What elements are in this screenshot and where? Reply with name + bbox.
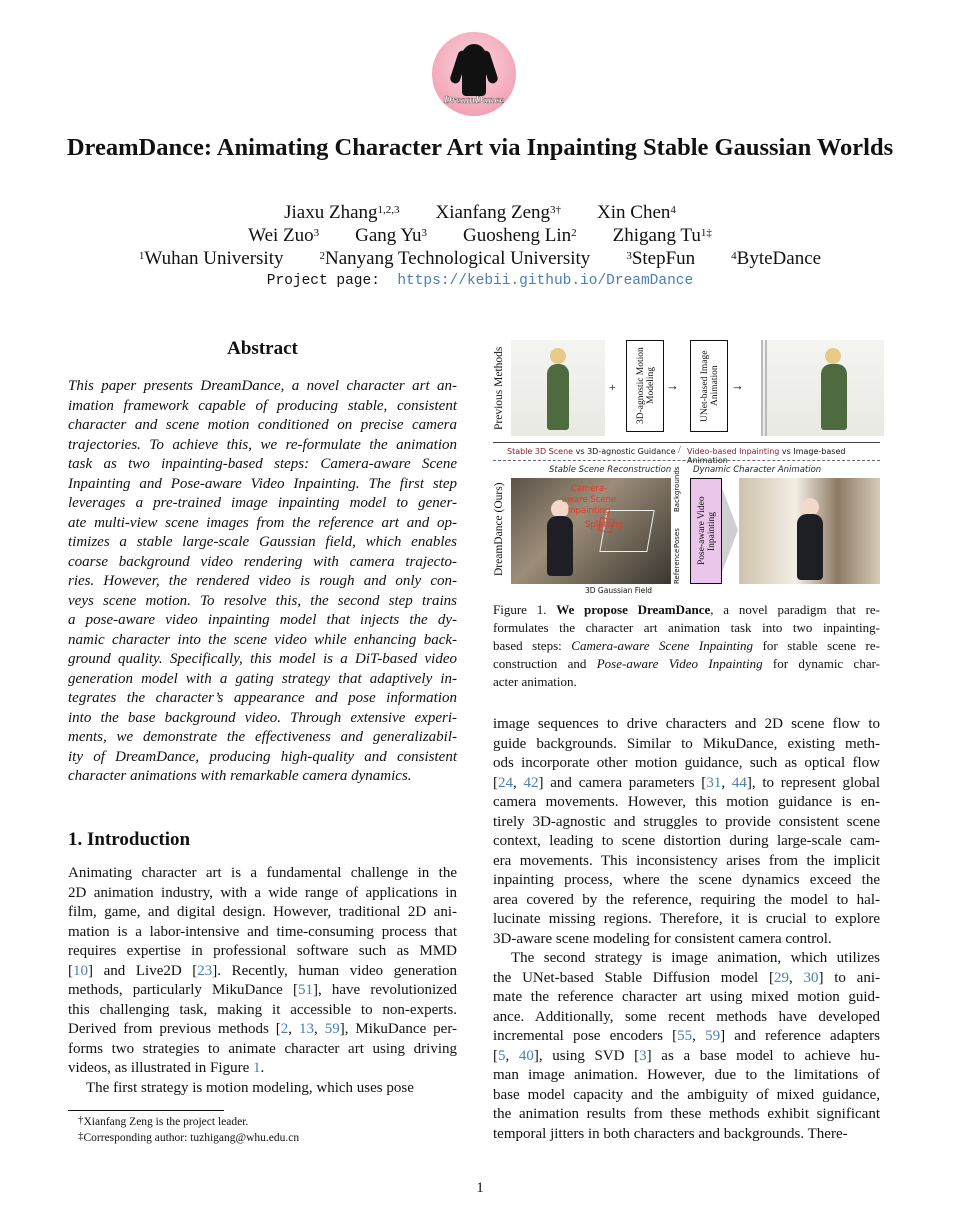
author-name: Xianfang Zeng — [435, 202, 551, 223]
project-link[interactable]: https://kebii.github.io/DreamDance — [397, 273, 694, 289]
abstract-body — [68, 377, 457, 787]
text-run: mation is a labor-intensive and time-consuming process that — [68, 923, 457, 940]
page-number: 1 — [476, 1180, 484, 1196]
caption-run: We propose DreamDance — [556, 602, 711, 617]
text-run: ], using SVD [ — [533, 1047, 640, 1064]
caption-line — [493, 601, 880, 619]
row-label-previous: Previous Methods — [493, 346, 505, 430]
abstract-line: imation framework capable of producing stable, consistent — [68, 397, 457, 414]
abstract-line: ground quality. Specifically, this model is a DiT-based video — [68, 651, 457, 667]
affiliation — [139, 248, 284, 269]
citation-link[interactable]: 24 — [498, 774, 513, 791]
text-run: mate the reference character art using mixed motion guid- — [493, 989, 880, 1005]
text-line — [68, 923, 457, 943]
footnote-1 — [78, 1114, 458, 1130]
caption-run: Figure 1. — [493, 602, 547, 617]
text-run: ], have revolutionized — [312, 982, 457, 998]
abstract-line: character and scene motion conditioned on precise camera — [68, 417, 457, 433]
text-run: forms two strategies to animate character art using driving — [68, 1040, 457, 1057]
text-run: 2D animation industry, with a wide range of applications in — [68, 884, 457, 901]
abstract-line: ments, we demonstrate the effectiveness and generalizabil- — [68, 729, 457, 745]
citation-link[interactable]: 55 — [677, 1028, 693, 1044]
text-run: the animation results from these methods exhibit significant — [493, 1106, 880, 1122]
text-run: , — [314, 1021, 325, 1037]
author-name: Zhigang Tu — [612, 225, 701, 246]
text-line — [493, 871, 880, 891]
abstract-line: character animations with remarkable camera dynamics. — [68, 768, 412, 784]
text-run: camera movements. However, this motion guidance is en- — [493, 794, 880, 810]
citation-link[interactable]: 13 — [299, 1021, 314, 1037]
camera-scene-inpainting-label: Camera-aware Scene Inpainting — [561, 484, 617, 516]
text-run: era movements. This inconsistency arises from the implicit — [493, 852, 880, 869]
band-left — [507, 447, 676, 456]
text-run: , — [692, 1028, 706, 1044]
text-run: 3D-aware scene modeling for consistent camera control. — [493, 930, 832, 947]
affiliation-name: StepFun — [631, 248, 696, 269]
caption-run: for stable scene re- — [753, 638, 880, 653]
motion-modeling-box — [626, 340, 664, 432]
citation-link[interactable]: 5 — [498, 1047, 506, 1064]
side-label-backgrounds: Backgrounds — [673, 466, 681, 512]
affiliation-mark: 1 — [138, 250, 145, 262]
text-run: ] and reference adapters — [720, 1028, 881, 1044]
citation-link[interactable]: 1 — [252, 1060, 261, 1076]
section-heading-introduction: 1. Introduction — [68, 829, 191, 850]
abstract-line: a pose-aware video inpainting model that injects the dy- — [68, 612, 457, 628]
band-rule — [493, 442, 880, 443]
affiliation-name: Nanyang Technological University — [325, 248, 591, 269]
author-affil-mark: 3 — [313, 227, 320, 239]
text-line — [68, 884, 457, 904]
figure-1-caption — [493, 601, 880, 691]
caption-run: acter animation. — [493, 674, 577, 689]
citation-link[interactable]: 10 — [73, 962, 88, 979]
arrow-2: → — [731, 378, 744, 393]
paper-title: DreamDance: Animating Character Art via Inpainting Stable Gaussian Worlds — [66, 134, 894, 161]
side-label-poses: Poses — [673, 528, 681, 548]
flow-arrow — [722, 488, 738, 572]
authors-row-2 — [0, 224, 960, 247]
text-line — [493, 774, 880, 794]
text-run: , — [788, 969, 804, 986]
text-run: man image animation. However, due to the limitations of — [493, 1067, 880, 1083]
dreamdance-logo — [432, 32, 516, 116]
text-run: context, leading to scene distortion during large-scale cam- — [493, 833, 880, 849]
text-run: inpainting process, where the scene dynamics exceed the — [493, 872, 880, 888]
arrow-1: → — [666, 378, 679, 393]
abstract-line: timizes a stable large-scale Gaussian field, which enables — [68, 534, 457, 550]
text-run: Derived from previous methods [ — [68, 1021, 281, 1037]
text-run: . — [260, 1060, 265, 1076]
caption-run: based steps: — [493, 638, 572, 653]
text-line — [493, 715, 880, 735]
author-affil-mark: 1‡ — [700, 227, 712, 239]
citation-link[interactable]: 23 — [197, 962, 213, 979]
character-head — [550, 348, 566, 364]
text-run: ] to ani- — [818, 969, 881, 986]
stage-2-label: Dynamic Character Animation — [693, 465, 822, 475]
author — [248, 225, 319, 246]
text-line — [68, 1020, 457, 1040]
band-left-vs: vs — [573, 447, 588, 456]
text-run: lucinate missing regions. Therefore, it is crucial to explore — [493, 911, 880, 927]
author — [284, 202, 399, 223]
caption-run: Camera-aware Scene Inpainting — [571, 638, 754, 653]
band-rule-2 — [493, 460, 880, 461]
text-line — [68, 864, 457, 884]
text-line — [493, 754, 880, 774]
project-page — [0, 273, 960, 289]
abstract-line: This paper presents DreamDance, a novel character art an- — [68, 378, 457, 394]
right-column — [493, 715, 880, 1144]
author-name: Guosheng Lin — [462, 225, 572, 246]
gaussian-field-label: 3D Gaussian Field — [585, 586, 653, 595]
band-left-ours: Stable 3D Scene — [507, 447, 574, 456]
text-run: ance. Additionally, some recent methods have developed — [493, 1008, 880, 1025]
caption-line — [493, 637, 880, 655]
footnote-2 — [78, 1130, 458, 1146]
text-run: [ — [493, 1047, 498, 1064]
text-run: film, game, and digital design. However, traditional 2D ani- — [68, 904, 457, 920]
text-run: videos, as illustrated in Figure — [68, 1060, 253, 1076]
author-name: Gang Yu — [355, 225, 422, 246]
project-label: Project page: — [266, 273, 380, 289]
text-run: ] and camera parameters [ — [538, 774, 707, 791]
affiliation-mark: 2 — [319, 250, 325, 262]
text-run: [ — [493, 774, 498, 791]
text-run: this challenging task, making it accessible to non-experts. — [68, 1001, 457, 1018]
text-run: ] and Live2D [ — [88, 962, 198, 979]
band-right-ours: Video-based Inpainting — [687, 447, 780, 456]
text-line — [493, 988, 880, 1008]
text-line — [493, 891, 880, 911]
abstract-line: into the base background video. Through extensive experi- — [68, 709, 457, 726]
text-line — [493, 969, 880, 989]
caption-run: , a novel paradigm that re- — [710, 602, 880, 617]
author — [355, 225, 427, 246]
intro-column — [68, 864, 457, 1098]
caption-run: formulates the character art animation task into two inpainting- — [493, 620, 880, 635]
text-line — [493, 1047, 880, 1067]
text-line — [493, 949, 880, 969]
band-right-prev: Image-based Animation — [687, 447, 846, 465]
abstract-line: veys scene motion. To resolve this, the second step trains — [68, 592, 457, 609]
affiliation — [320, 248, 591, 269]
text-line — [68, 962, 457, 982]
caption-run: construction and — [493, 656, 597, 671]
text-run: [ — [68, 962, 73, 979]
caption-line — [493, 619, 880, 637]
text-line — [493, 1027, 880, 1047]
citation-link[interactable]: 30 — [803, 969, 819, 986]
abstract-line: ate multi-view scene images from the reference art and op- — [68, 514, 457, 531]
author-name: Wei Zuo — [248, 225, 314, 246]
logo-silhouette — [462, 44, 486, 96]
text-run: tirely 3D-agnostic and struggles to provide consistent scene — [493, 813, 880, 830]
abstract-line: generation model with a gating strategy that adaptively in- — [68, 670, 457, 687]
affiliations — [0, 247, 960, 270]
citation-link[interactable]: 42 — [523, 774, 539, 791]
text-line — [493, 1086, 880, 1106]
citation-link[interactable]: 59 — [324, 1021, 340, 1037]
author — [597, 202, 676, 223]
author-affil-mark: 1,2,3 — [377, 204, 400, 216]
author — [463, 225, 577, 246]
caption-run — [546, 602, 556, 617]
text-line — [493, 930, 880, 950]
text-run: area covered by the reference, requiring the model to hal- — [493, 891, 880, 908]
abstract-heading: Abstract — [227, 338, 298, 359]
text-line — [68, 1001, 457, 1021]
citation-link[interactable]: 29 — [773, 969, 789, 986]
text-run: , — [513, 774, 524, 791]
right-paragraph-2 — [493, 949, 880, 1144]
footnote-2-mark: ‡ — [78, 1130, 84, 1142]
abstract-line: trajectories. To achieve this, we re-formulate the animation — [68, 436, 457, 453]
plus-sign: + — [609, 380, 616, 394]
text-line — [493, 832, 880, 852]
abstract-line: leverages a pre-trained image inpainting model to gener- — [68, 495, 457, 511]
image-animation-box — [690, 340, 728, 432]
logo-text: DreamDance — [443, 94, 505, 106]
text-line — [68, 942, 457, 962]
previous-reference-image — [511, 340, 605, 436]
text-run: ods incorporate other motion guidance, such as optical flow — [493, 755, 880, 771]
band-right — [687, 447, 880, 465]
character-body — [797, 514, 823, 580]
band-left-prev: 3D-agnostic Guidance — [587, 447, 676, 456]
image-animation-label: UNet-based Image Animation — [700, 350, 720, 422]
text-run: , — [721, 774, 732, 791]
affiliation-name: ByteDance — [736, 248, 822, 269]
text-line — [68, 903, 457, 923]
affiliation-mark: 4 — [731, 250, 737, 262]
row-label-ours: DreamDance (Ours) — [493, 482, 505, 576]
abstract-line: namic character into the scene video while enhancing back- — [68, 631, 457, 648]
previous-output-frames — [761, 340, 884, 436]
caption-run: Pose-aware Video Inpainting — [596, 656, 763, 671]
video-inpainting-label: Pose-aware Video Inpainting — [697, 496, 717, 566]
text-line — [493, 910, 880, 930]
band-slash: / — [678, 445, 681, 456]
footnote-rule — [68, 1110, 224, 1111]
author-name: Jiaxu Zhang — [284, 202, 378, 223]
author-affil-mark: 4 — [670, 204, 676, 216]
splatting-label: Splatting — [585, 520, 624, 530]
text-run: ], to represent global — [746, 774, 880, 791]
stage-1-label: Stable Scene Reconstruction — [549, 465, 672, 475]
text-run: guide backgrounds. Similar to MikuDance, existing meth- — [493, 735, 880, 752]
citation-link[interactable]: 51 — [297, 982, 313, 998]
abstract-line: task as two inpainting-based steps: Camera-aware Scene — [68, 456, 457, 472]
text-run: ], MikuDance per- — [339, 1021, 458, 1037]
affiliation — [731, 248, 821, 269]
author-affil-mark: 3† — [550, 204, 562, 216]
citation-link[interactable]: 3 — [639, 1047, 647, 1064]
footnote-2-text: Corresponding author: tuzhigang@whu.edu.cn — [83, 1132, 300, 1144]
text-line — [493, 1066, 880, 1086]
text-run: , — [505, 1047, 519, 1064]
abstract-line: tegrates the character’s appearance and pose information — [68, 690, 457, 706]
citation-link[interactable]: 31 — [706, 774, 722, 791]
citation-link[interactable]: 44 — [731, 774, 747, 791]
intro-paragraph-1 — [68, 864, 457, 1079]
footnote-1-mark: † — [78, 1114, 84, 1126]
text-run: , — [288, 1021, 299, 1037]
author-affil-mark: 3 — [421, 227, 427, 239]
text-line — [68, 981, 457, 1001]
text-run: ]. Recently, human video generation — [212, 962, 458, 979]
caption-run: for dynamic char- — [762, 656, 880, 671]
affiliation-mark: 3 — [626, 250, 632, 262]
author-name: Xin Chen — [597, 202, 671, 223]
author — [436, 202, 561, 223]
authors-row-1 — [0, 201, 960, 224]
caption-line — [493, 673, 880, 691]
text-run: image sequences to drive characters and 2D scene flow to — [493, 716, 880, 732]
citation-link[interactable]: 40 — [518, 1047, 534, 1064]
abstract-line: ries. However, the rendered video is rough and only con- — [68, 573, 457, 589]
text-line — [493, 735, 880, 755]
affiliation-name: Wuhan University — [144, 248, 284, 269]
right-paragraph-1 — [493, 715, 880, 949]
citation-link[interactable]: 2 — [280, 1021, 289, 1037]
text-run: The second strategy is image animation, which utilizes — [511, 950, 880, 966]
band-right-vs: vs — [779, 447, 794, 456]
footnote-1-text: Xianfang Zeng is the project leader. — [83, 1116, 249, 1128]
text-run: the UNet-based Stable Diffusion model [ — [493, 969, 774, 986]
text-line — [493, 813, 880, 833]
text-run: base model capacity and the ambiguity of mixed guidance, — [493, 1086, 880, 1103]
abstract-line: coarse background video rendering with camera trajecto- — [68, 553, 457, 570]
text-run: methods, particularly MikuDance [ — [68, 982, 298, 998]
abstract-line: ity of DreamDance, producing high-quality and consistent — [68, 748, 457, 765]
text-run: ] as a base model to achieve hu- — [646, 1047, 880, 1064]
text-line — [493, 793, 880, 813]
text-line — [493, 1105, 880, 1125]
intro-paragraph-2: The first strategy is motion modeling, which uses pose — [86, 1079, 414, 1096]
text-line — [68, 1040, 457, 1060]
text-run: Animating character art is a fundamental challenge in the — [68, 865, 457, 881]
figure-1 — [493, 338, 880, 598]
text-line — [68, 1059, 457, 1079]
motion-modeling-label: 3D-agnostic Motion Modeling — [636, 347, 656, 425]
text-run: incremental pose encoders [ — [493, 1028, 678, 1044]
text-run: requires expertise in professional software such as MMD — [68, 943, 457, 959]
text-run: temporal jitters in both characters and backgrounds. There- — [493, 1125, 848, 1142]
author — [613, 225, 712, 246]
character-body — [821, 364, 847, 430]
text-line — [493, 1125, 880, 1145]
video-inpainting-box — [690, 478, 722, 584]
text-line — [493, 852, 880, 872]
side-label-reference: Reference — [673, 548, 681, 584]
affiliation — [626, 248, 695, 269]
caption-line — [493, 655, 880, 673]
character-body — [547, 364, 569, 430]
character-body — [547, 516, 573, 576]
text-line — [493, 1008, 880, 1028]
abstract-line: Inpainting and Pose-aware Video Inpainting. The first step — [68, 475, 457, 492]
author-affil-mark: 2 — [571, 227, 577, 239]
citation-link[interactable]: 59 — [705, 1028, 721, 1044]
character-head — [825, 348, 841, 364]
dreamdance-output-frames — [739, 478, 880, 584]
